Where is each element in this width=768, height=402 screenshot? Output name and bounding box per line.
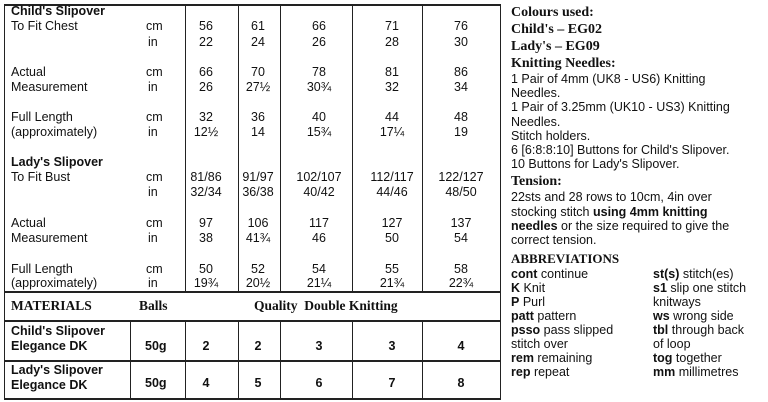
col-sep	[238, 4, 239, 292]
lady-length-in-1: 19¾	[193, 276, 219, 290]
abbr-tbl-cont: of loop	[653, 337, 691, 352]
lady-actual-in-2: 41¾	[245, 231, 271, 245]
lady-bust-in-4: 44/46	[376, 185, 408, 199]
unit-cm: cm	[146, 170, 163, 184]
child-chest-cm-4: 71	[385, 19, 399, 33]
abbr-cont: cont continue	[511, 267, 589, 282]
col-sep	[422, 4, 423, 292]
child-length-cm-5: 48	[454, 110, 468, 124]
materials-row-2-value-3: 6	[315, 376, 323, 390]
child-chest-in-4: 28	[385, 35, 399, 49]
abbr-mm: mm millimetres	[653, 365, 739, 380]
materials-row-1-value-2: 2	[254, 339, 262, 353]
lady-actual-in-4: 50	[385, 231, 399, 245]
lady-actual-label-1: Actual	[11, 216, 46, 230]
abbr-k: K Knit	[511, 281, 546, 296]
tension-line-2a: stocking stitch	[511, 204, 593, 219]
child-actual-in-3: 30¾	[306, 80, 332, 94]
materials-row-1-value-3: 3	[315, 339, 323, 353]
lady-length-in-2: 20½	[245, 276, 271, 290]
abbr-s1-cont: knitways	[653, 295, 701, 310]
child-chest-cm-3: 66	[312, 19, 326, 33]
lady-actual-cm-2: 106	[247, 216, 269, 230]
abbr-psso-cont: stitch over	[511, 337, 568, 352]
materials-row-2-weight: 50g	[145, 376, 167, 390]
tension-heading: Tension:	[511, 174, 562, 190]
child-length-cm-3: 40	[312, 110, 326, 124]
lady-actual-in-1: 38	[199, 231, 213, 245]
materials-row-1-weight: 50g	[145, 339, 167, 353]
abbr-tbl: tbl through back	[653, 323, 745, 338]
materials-row-2-value-2: 5	[254, 376, 262, 390]
lady-colour: Lady's – EG09	[511, 39, 600, 54]
child-chest-label: To Fit Chest	[11, 19, 78, 33]
col-sep	[280, 320, 281, 399]
child-length-label-1: Full Length	[11, 110, 73, 124]
info-panel	[511, 4, 763, 387]
lady-length-cm-2: 52	[251, 262, 265, 276]
unit-cm: cm	[146, 262, 163, 276]
col-sep	[352, 320, 353, 399]
colours-heading: Colours used:	[511, 5, 594, 20]
materials-row-2-value-1: 4	[202, 376, 210, 390]
lady-heading: Lady's Slipover	[11, 155, 103, 169]
tension-line-2	[511, 205, 763, 219]
table-border-left	[4, 4, 5, 399]
lady-actual-label-2: Measurement	[11, 231, 88, 245]
quality-heading: Quality Double Knitting	[254, 298, 398, 313]
lady-actual-in-3: 46	[312, 231, 326, 245]
child-chest-in-2: 24	[251, 35, 265, 49]
lady-length-label-1: Full Length	[11, 262, 73, 276]
col-sep	[185, 4, 186, 292]
unit-cm: cm	[146, 19, 163, 33]
table-divider-rows	[4, 360, 501, 362]
abbreviations-heading: ABBREVIATIONS	[511, 251, 620, 267]
lady-bust-cm-5: 122/127	[438, 170, 484, 184]
table-divider-quality	[4, 320, 501, 322]
child-actual-cm-1: 66	[199, 65, 213, 79]
tension-line-1: 22sts and 28 rows to 10cm, 4in over	[511, 190, 712, 205]
child-chest-cm-2: 61	[251, 19, 265, 33]
needles-line-5: Stitch holders.	[511, 128, 591, 143]
abbr-ws: ws wrong side	[653, 309, 734, 324]
needles-line-7: 10 Buttons for Lady's Slipover.	[511, 157, 680, 172]
unit-in: in	[148, 35, 158, 49]
lady-actual-in-5: 54	[454, 231, 468, 245]
table-divider-materials	[4, 291, 501, 293]
child-length-in-2: 14	[251, 125, 265, 139]
child-chest-cm-1: 56	[199, 19, 213, 33]
child-actual-in-5: 34	[454, 80, 468, 94]
materials-row-1-label-1: Child's Slipover	[11, 324, 105, 338]
needles-line-6: 6 [6:8:8:10] Buttons for Child's Slipover.	[511, 143, 730, 158]
table-border-right	[500, 4, 501, 399]
lady-bust-in-2: 36/38	[242, 185, 274, 199]
materials-heading: MATERIALS	[11, 298, 92, 313]
balls-heading: Balls	[139, 298, 168, 313]
child-colour: Child's – EG02	[511, 22, 603, 37]
lady-length-cm-1: 50	[199, 262, 213, 276]
tension-line-3	[511, 219, 763, 233]
child-actual-in-1: 26	[199, 80, 213, 94]
child-chest-in-5: 30	[454, 35, 468, 49]
materials-row-1-value-4: 3	[388, 339, 396, 353]
lady-bust-cm-1: 81/86	[190, 170, 222, 184]
table-border-bottom	[4, 398, 501, 400]
lady-length-cm-4: 55	[385, 262, 399, 276]
tension-line-4: correct tension.	[511, 233, 597, 248]
col-sep	[185, 320, 186, 399]
lady-bust-in-3: 40/42	[303, 185, 335, 199]
lady-actual-cm-3: 117	[309, 216, 329, 230]
unit-in: in	[148, 125, 158, 139]
child-length-cm-4: 44	[385, 110, 399, 124]
col-sep	[130, 320, 131, 399]
lady-length-cm-3: 54	[312, 262, 326, 276]
lady-actual-cm-5: 137	[450, 216, 472, 230]
lady-bust-cm-4: 112/117	[370, 170, 414, 184]
materials-row-1-value-5: 4	[457, 339, 465, 353]
child-length-cm-2: 36	[251, 110, 265, 124]
abbreviations-grid	[511, 267, 763, 387]
lady-bust-in-5: 48/50	[445, 185, 477, 199]
unit-in: in	[148, 80, 158, 94]
unit-cm: cm	[146, 216, 163, 230]
abbr-tog: tog together	[653, 351, 722, 366]
lady-length-in-4: 21¾	[379, 276, 405, 290]
materials-row-2-value-4: 7	[388, 376, 396, 390]
child-actual-cm-4: 81	[385, 65, 399, 79]
lady-bust-in-1: 32/34	[190, 185, 222, 199]
unit-cm: cm	[146, 110, 163, 124]
unit-in: in	[148, 185, 158, 199]
child-chest-in-1: 22	[199, 35, 213, 49]
materials-row-2-label-2: Elegance DK	[11, 378, 88, 392]
child-length-in-5: 19	[454, 125, 468, 139]
col-sep	[352, 4, 353, 292]
unit-in: in	[148, 276, 158, 290]
abbr-psso: psso pass slipped	[511, 323, 614, 338]
lady-actual-cm-4: 127	[381, 216, 403, 230]
col-sep	[280, 4, 281, 292]
col-sep	[238, 320, 239, 399]
abbr-rem: rem remaining	[511, 351, 593, 366]
needles-line-1: 1 Pair of 4mm (UK8 - US6) Knitting	[511, 72, 706, 86]
lady-bust-cm-2: 91/97	[242, 170, 274, 184]
abbr-s1: s1 slip one stitch	[653, 281, 747, 296]
child-length-in-3: 15¾	[306, 125, 332, 139]
lady-length-in-3: 21¼	[306, 276, 332, 290]
abbr-sts: st(s) stitch(es)	[653, 267, 734, 282]
child-length-in-1: 12½	[193, 125, 219, 139]
tension-line-2b: using 4mm knitting	[592, 204, 708, 219]
lady-actual-cm-1: 97	[199, 216, 213, 230]
needles-line-2: Needles.	[511, 86, 561, 101]
abbr-patt: patt pattern	[511, 309, 577, 324]
abbr-rep: rep repeat	[511, 365, 570, 380]
child-length-label-2: (approximately)	[11, 125, 98, 139]
child-actual-cm-3: 78	[312, 65, 326, 79]
materials-row-1-value-1: 2	[202, 339, 210, 353]
child-chest-in-3: 26	[312, 35, 326, 49]
lady-bust-label: To Fit Bust	[11, 170, 71, 184]
tension-line-3a: needles	[511, 218, 558, 233]
abbr-p: P Purl	[511, 295, 546, 310]
child-actual-label-2: Measurement	[11, 80, 88, 94]
needles-line-4: Needles.	[511, 114, 561, 129]
child-chest-cm-5: 76	[454, 19, 468, 33]
materials-row-2-label-1: Lady's Slipover	[11, 363, 103, 377]
lady-length-in-5: 22¾	[448, 276, 474, 290]
lady-bust-cm-3: 102/107	[296, 170, 342, 184]
child-actual-cm-2: 70	[251, 65, 265, 79]
unit-cm: cm	[146, 65, 163, 79]
tension-line-3b: or the size required to give the	[557, 218, 730, 233]
child-actual-in-2: 27½	[245, 80, 271, 94]
needles-line-3: 1 Pair of 3.25mm (UK10 - US3) Knitting	[511, 100, 730, 115]
col-sep	[422, 320, 423, 399]
lady-length-label-2: (approximately)	[11, 276, 98, 290]
materials-row-2-value-5: 8	[457, 376, 465, 390]
materials-row-1-label-2: Elegance DK	[11, 339, 88, 353]
child-actual-cm-5: 86	[454, 65, 468, 79]
child-length-cm-1: 32	[199, 110, 213, 124]
child-heading: Child's Slipover	[11, 4, 105, 18]
child-actual-in-4: 32	[385, 80, 399, 94]
child-length-in-4: 17¼	[379, 125, 405, 139]
lady-length-cm-5: 58	[454, 262, 468, 276]
child-actual-label-1: Actual	[11, 65, 46, 79]
needles-heading: Knitting Needles:	[511, 56, 616, 71]
unit-in: in	[148, 231, 158, 245]
